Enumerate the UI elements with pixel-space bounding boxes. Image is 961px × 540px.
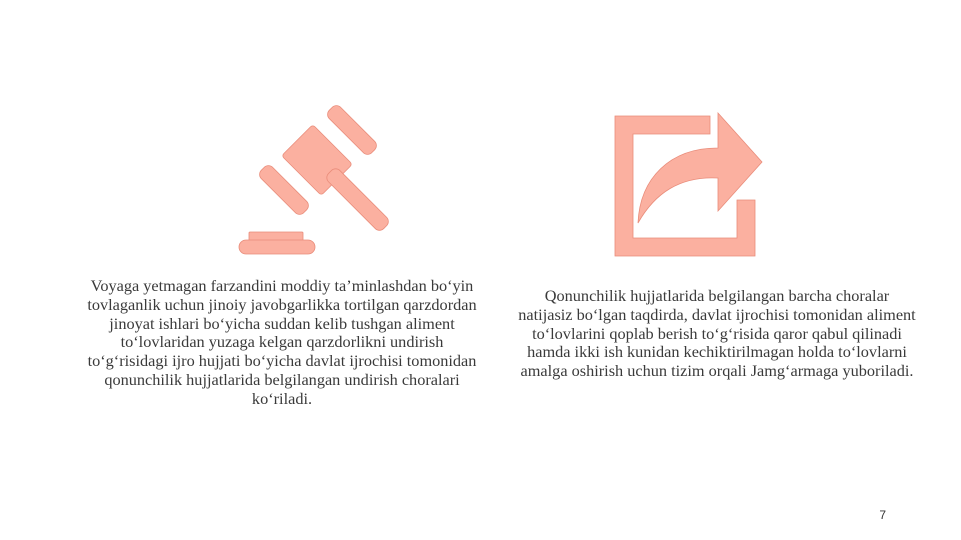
- left-panel-text: Voyaga yetmagan farzandini moddiy ta’minlashdan bo‘yin tovlaganlik uchun jinoiy javobgarlikka tortilgan qarzdordan jinoyat ishlari bo‘yicha suddan kelib tushgan aliment to‘lovlaridan yuzaga kelgan qarzdorlikni undirish to‘g‘risidagi ijro hujjati bo‘yicha davlat ijrochisi tomonidan qonunchilik hujjatlarida belgilangan undirish choralari ko‘riladi.: [87, 276, 477, 408]
- page-number: 7: [879, 508, 886, 522]
- share-icon: [610, 108, 765, 260]
- right-panel-text: Qonunchilik hujjatlarida belgilangan barcha choralar natijasiz bo‘lgan taqdirda, davlat ijrochisi tomonidan aliment to‘lovlarini qoplab berish to‘g‘risida qaror qabul qilinadi hamda ikki ish kunidan kechiktirilmagan holda to‘lovlarni amalga oshirish uchun tizim orqali Jamg‘armaga yuboriladi.: [518, 286, 916, 381]
- gavel-icon: [235, 100, 395, 260]
